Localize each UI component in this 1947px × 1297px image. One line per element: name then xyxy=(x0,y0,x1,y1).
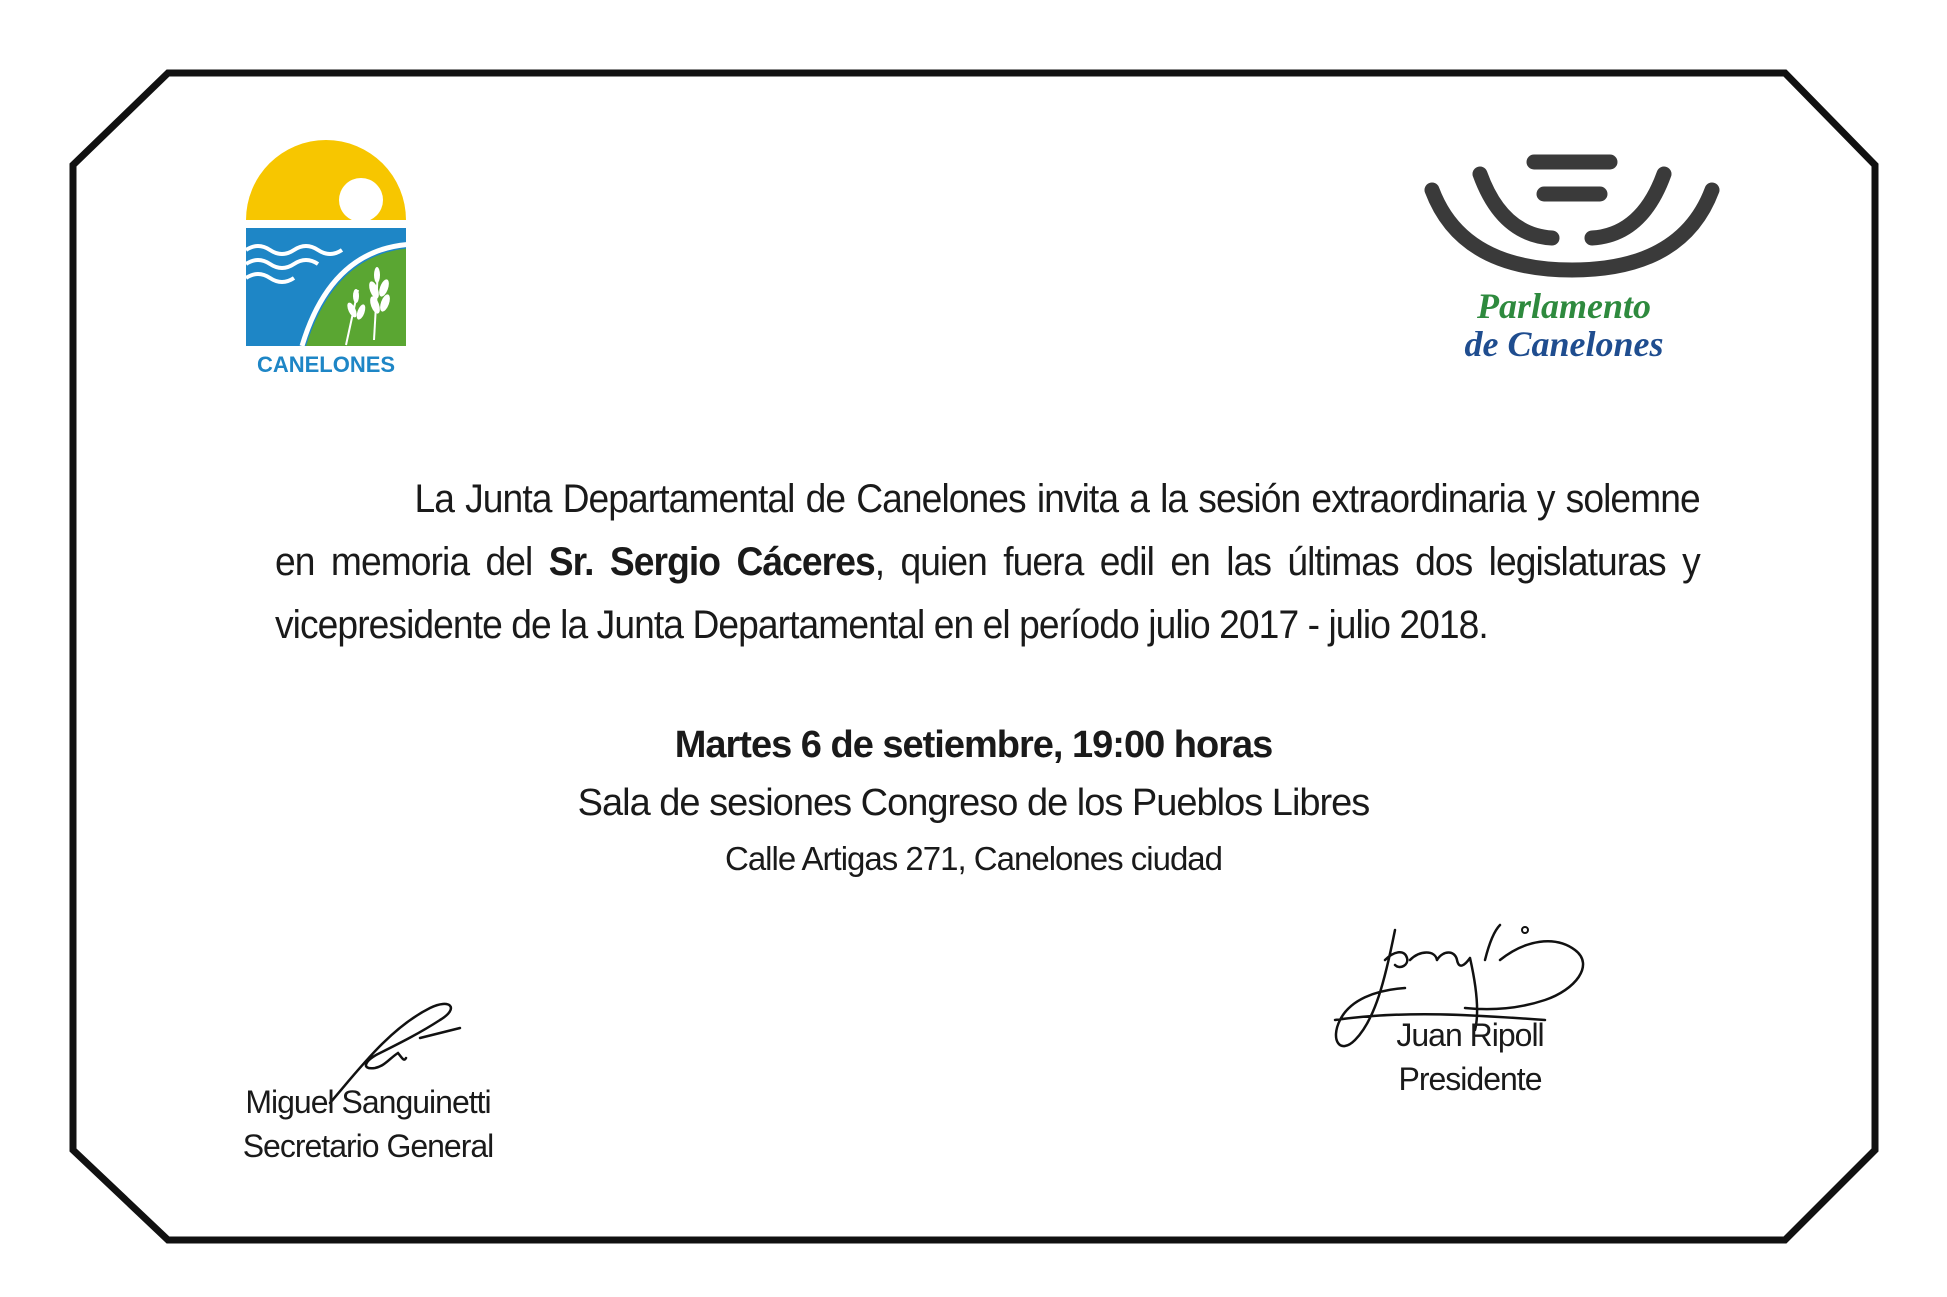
secretary-name: Miguel Sanguinetti xyxy=(245,1084,491,1120)
invitation-paragraph xyxy=(275,468,1700,657)
parliament-arcs-icon xyxy=(1432,162,1712,270)
invitation-intro: La Junta Departamental de Canelones invita a la sesión extraordinaria y solemne en memoria del xyxy=(275,477,1700,584)
president-title: Presidente xyxy=(1398,1061,1542,1097)
parlamento-logo-line2: de Canelones xyxy=(1464,324,1664,364)
sun-arc-shape xyxy=(246,140,406,220)
event-date-time: Martes 6 de setiembre, 19:00 horas xyxy=(674,724,1273,766)
secretary-signature-block xyxy=(228,1080,508,1168)
event-address: Calle Artigas 271, Canelones ciudad xyxy=(724,840,1222,877)
parlamento-logo-line1: Parlamento xyxy=(1476,286,1652,326)
event-venue: Sala de sesiones Congreso de los Pueblos Libres xyxy=(577,782,1370,824)
honoree-name: Sr. Sergio Cáceres xyxy=(548,540,875,584)
president-signature-block xyxy=(1360,1013,1580,1101)
parlamento-logo xyxy=(1422,150,1722,372)
canelones-logo xyxy=(246,140,406,380)
canelones-logo-text: CANELONES xyxy=(256,352,396,377)
secretary-title: Secretario General xyxy=(242,1128,494,1164)
president-name: Juan Ripoll xyxy=(1396,1017,1544,1053)
invitation-rest: , quien fuera edil en las últimas dos legislaturas y vicepresidente de la Junta Departamental en el período julio 2017 - julio 2018. xyxy=(275,540,1700,647)
